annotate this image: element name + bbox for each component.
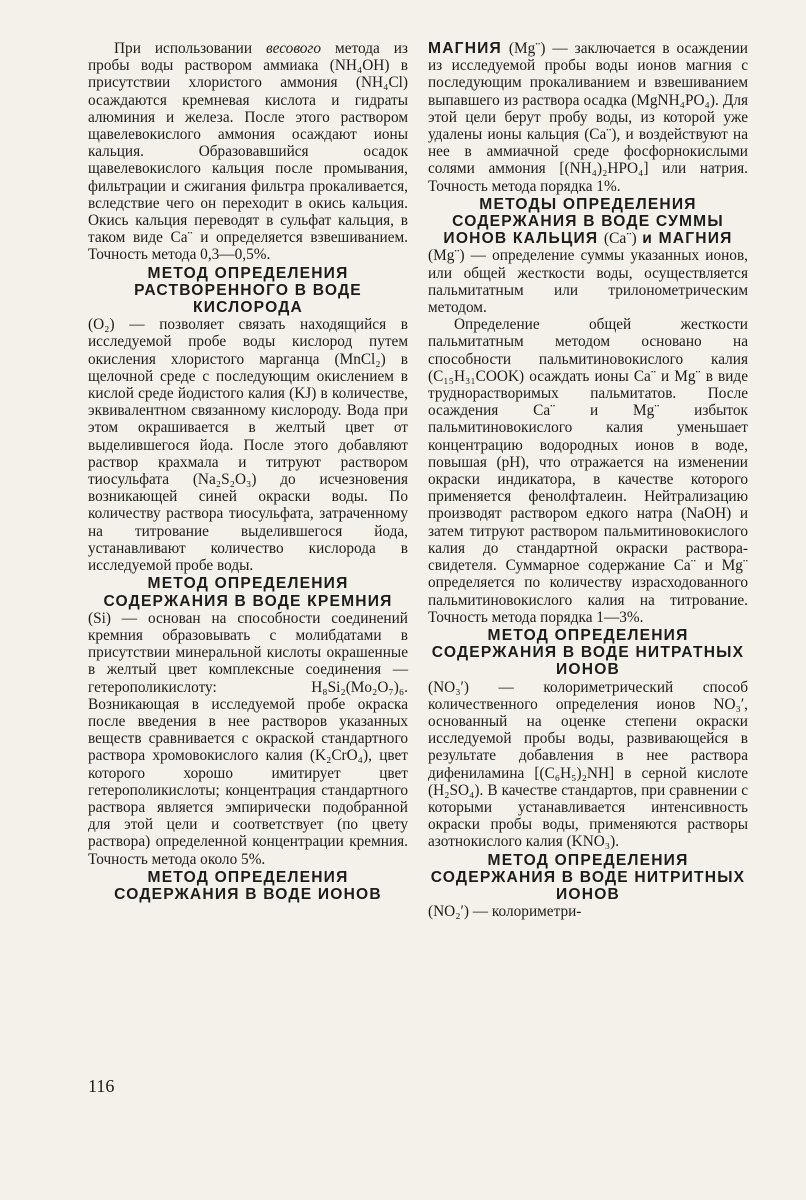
right-column [428, 40, 748, 920]
heading-total-hardness [428, 196, 748, 248]
calcium-symbol: (Ca¨) [603, 230, 637, 248]
text-run: метода из пробы воды раствором аммиака (NH₄OH) в присутствии хлористого аммония (NH₄Cl) осаждаются кремневая кислота и гидраты алюминия и железа. После этого раствором щавелевокислого аммония осаждают ионы кальция. Образовавшийся осадок щавелевокислого кальция после промывания, фильтрации и сжигания фильтра прокаливается, вследствие чего он переходит в окись кальция. Окись кальция переводят в сульфат кальция, в таком виде Ca¨ и определяется взвешиванием. Точность метода 0,3—0,5%. [88, 40, 408, 264]
paragraph-dissolved-oxygen: (O₂) — позволяет связать находящийся в исследуемой пробе воды кислород путем окисления хлористого марганца (MnCl₂) в щелочной среде с последующим окислением в кислой среде йодистого калия (KJ) в количестве, эквивалентном связанному кислороду. Вода при этом окрашивается в желтый цвет от выделившегося йода. После этого добавляют раствор крахмала и титруют раствором тиосульфата (Na₂S₂O₃) до исчезновения возникающей синей окраски воды. По количеству раствора тиосульфата, затраченному на титрование выделившегося йода, устанавливают количество кислорода в исследуемой пробе воды. [88, 316, 408, 575]
heading-magnesium-continued: МАГНИЯ [428, 40, 502, 57]
emphasis-word: весового [266, 40, 322, 57]
paragraph-silicon: (Si) — основан на способности соединений кремния образовывать с молибдатами в присутствии минеральной кислоты окрашенные в желтый цвет комплексные соединения — гетерополикислоту: H₈Si₂(Mo₂O₇)₆. Возникающая в исследуемой пробе окраска после введения в нее растворов указанных веществ сравнивается с окраской стандартного раствора хромовокислого калия (K₂CrO₄), цвет которого хорошо имитирует цвет гетерополикислоты; концентрация стандартного раствора является эмпирически подобранной для этой цели и соответствует (по цвету раствора) определенной концентрации кремния. Точность метода около 5%. [88, 609, 408, 868]
heading-text: МЕТОДЫ ОПРЕДЕЛЕНИЯ СОДЕРЖАНИЯ В ВОДЕ СУММЫ ИОНОВ КАЛЬЦИЯ [443, 195, 724, 248]
heading-nitrate-ions: МЕТОД ОПРЕДЕЛЕНИЯ СОДЕРЖАНИЯ В ВОДЕ НИТРАТНЫХ ИОНОВ [431, 626, 745, 679]
paragraph-gravimetric-calcium [88, 40, 408, 264]
heading-dissolved-oxygen: МЕТОД ОПРЕДЕЛЕНИЯ РАСТВОРЕННОГО В ВОДЕ КИСЛОРОДА [134, 264, 362, 317]
heading-silicon: МЕТОД ОПРЕДЕЛЕНИЯ СОДЕРЖАНИЯ В ВОДЕ КРЕМНИЯ [103, 575, 393, 610]
paragraph-magnesium [428, 40, 748, 195]
paragraph-total-hardness-intro: (Mg¨) — определение суммы указанных ионов, или общей жесткости воды, осуществляется пальмитатным или трилонометрическим методом. [428, 247, 748, 317]
heading-text: МАГНИЯ [658, 230, 733, 248]
heading-nitrite-ions: МЕТОД ОПРЕДЕЛЕНИЯ СОДЕРЖАНИЯ В ВОДЕ НИТРИТНЫХ ИОНОВ [430, 851, 746, 903]
text-run: При использовании [114, 40, 267, 57]
page-number: 116 [88, 1076, 115, 1096]
paragraph-palmitate-method: Определение общей жесткости пальмитатным методом основано на способности пальмитиновокислого калия (C₁₅H₃₁COOK) осаждать ионы Ca¨ и Mg¨ в виде труднорастворимых пальмитатов. После осаждения Ca¨ и Mg¨ избыток пальмитиновокислого калия уменьшает концентрацию водородных ионов в воде, повышая (pH), что отражается на изменении окраски индикатора, в качестве которого применяется фенолфталеин. Нейтрализацию производят раствором едкого натра (NaOH) и затем титруют раствором пальмитиновокислого калия до стандартной окраски раствора-свидетеля. Суммарное содержание Ca¨ и Mg¨ определяется по количеству израсходованного пальмитиновокислого калия на титрование. Точность метода порядка 1—3%. [428, 316, 748, 626]
heading-conjunction: и [642, 230, 654, 248]
text-run: (Mg¨) — заключается в осаждении из исследуемой пробы воды ионов магния с последующим прокаливанием и взвешиванием выпавшего из раствора осадка (MgNH₄PO₄). Для этой цели берут пробу воды, из которой уже удалены ионы кальция (Ca¨), и воздействуют на нее в аммиачной среде фосфорнокислыми солями аммония [(NH₄)₂HPO₄] или натрия. Точность метода порядка 1%. [428, 40, 748, 195]
paragraph-nitrite-ions: (NO₂′) — колориметри- [428, 903, 582, 921]
heading-magnesium-ions-start: МЕТОД ОПРЕДЕЛЕНИЯ СОДЕРЖАНИЯ В ВОДЕ ИОНОВ [114, 868, 382, 903]
paragraph-nitrate-ions: (NO₃′) — колориметрический способ количественного определения ионов NO₃′, основанный на оценке степени окраски исследуемой пробы воды, развивающейся в результате добавления в нее раствора дифениламина [(C₆H₅)₂NH] в серной кислоте (H₂SO₄). В качестве стандартов, при сравнении с которыми устанавливается интенсивность окраски пробы воды, применяются растворы азотнокислого калия (KNO₃). [428, 678, 748, 851]
left-column [88, 40, 408, 903]
